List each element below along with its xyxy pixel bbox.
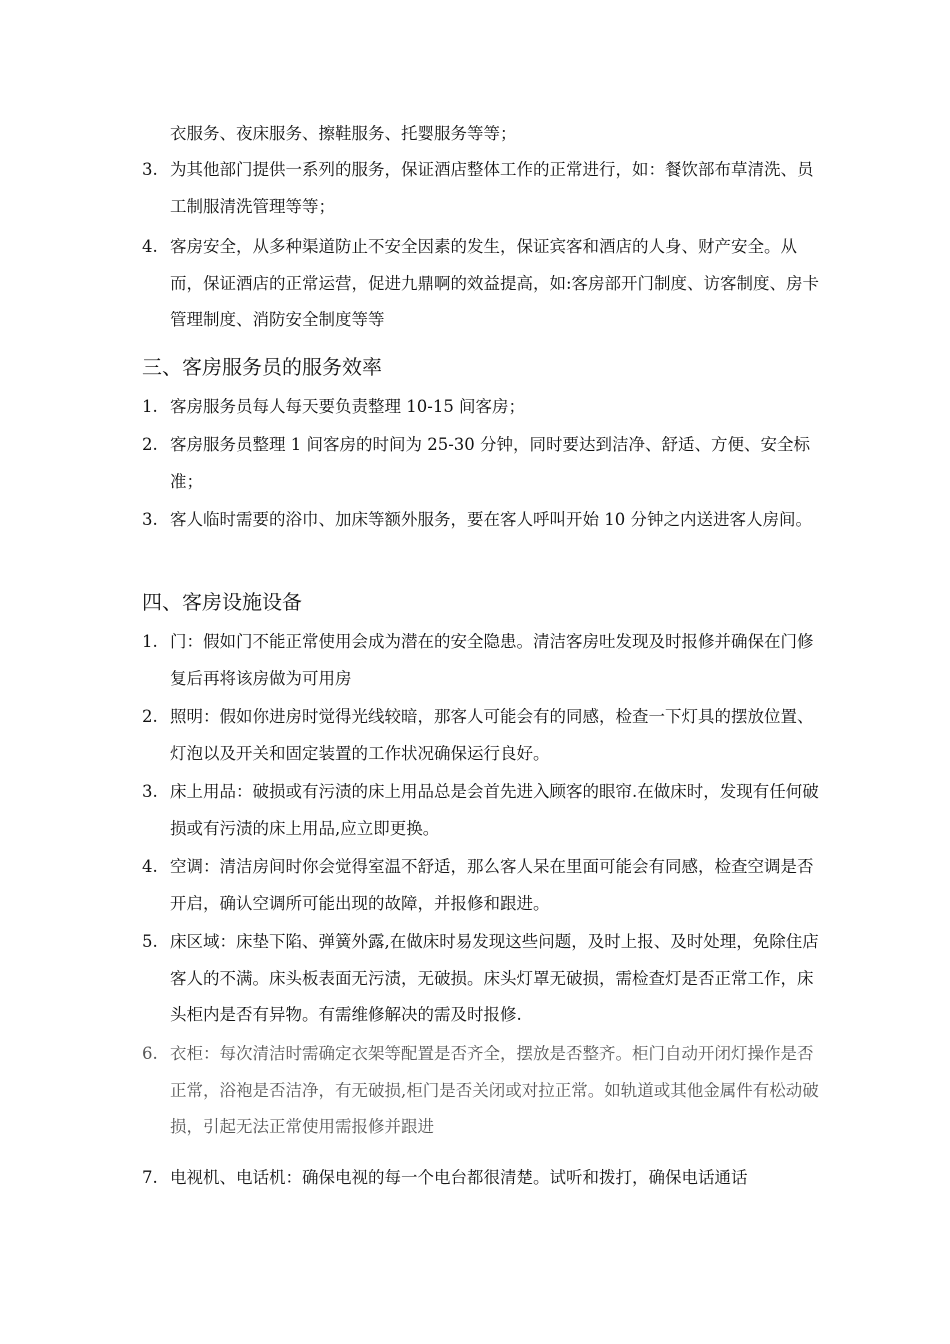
list-number: 4.	[142, 857, 158, 876]
list-text: 为其他部门提供一系列的服务，保证酒店整体工作的正常进行，如：餐饮部布草清洗、员工制服清洗管理等等；	[170, 160, 814, 216]
list-item	[142, 624, 822, 697]
list-text: 床区域：床垫下陷、弹簧外露,在做床时易发现这些问题，及时上报、及时处理，免除住店客人的不满。床头板表面无污渍，无破损。床头灯罩无破损，需检查灯是否正常工作，床头柜内是否有异物。有需维修解决的需及时报修.	[170, 932, 819, 1024]
list-text: 衣柜：每次清洁时需确定衣架等配置是否齐全，摆放是否整齐。柜门自动开闭灯操作是否正常，浴袍是否洁净，有无破损,柜门是否关闭或对拉正常。如轨道或其他金属件有松动破损，引起无法正常使用需报修并跟进	[170, 1044, 819, 1136]
list-text: 客房服务员整理 1 间客房的时间为 25-30 分钟，同时要达到洁净、舒适、方便、安全标准；	[170, 435, 811, 491]
list-item	[142, 502, 822, 539]
list-number: 1.	[142, 397, 158, 416]
list-text: 床上用品：破损或有污渍的床上用品总是会首先进入顾客的眼帘.在做床时，发现有任何破损或有污渍的床上用品,应立即更换。	[170, 782, 819, 838]
list-item	[142, 229, 822, 339]
list-number: 3.	[142, 160, 158, 179]
list-item	[142, 1036, 822, 1146]
list-text: 电视机、电话机：确保电视的每一个电台都很清楚。试听和拨打，确保电话通话	[170, 1168, 748, 1187]
list-item	[142, 699, 822, 772]
list-text: 照明：假如你进房时觉得光线较暗，那客人可能会有的同感，检查一下灯具的摆放位置、灯泡以及开关和固定装置的工作状况确保运行良好。	[170, 707, 814, 763]
list-item	[142, 427, 822, 500]
list-text: 客房服务员每人每天要负责整理 10-15 间客房；	[170, 397, 526, 416]
list-number: 1.	[142, 632, 158, 651]
list-text: 客房安全，从多种渠道防止不安全因素的发生，保证宾客和酒店的人身、财产安全。从而，保证酒店的正常运营，促进九鼎啊的效益提高，如:客房部开门制度、访客制度、房卡管理制度、消防安全制度等等	[170, 237, 820, 329]
list-number: 3.	[142, 782, 158, 801]
list-item	[142, 1160, 822, 1197]
list-number: 3.	[142, 510, 158, 529]
list-item	[142, 849, 822, 922]
list-text: 客人临时需要的浴巾、加床等额外服务，要在客人呼叫开始 10 分钟之内送进客人房间。	[170, 510, 812, 529]
list-number: 2.	[142, 707, 158, 726]
list-item	[142, 152, 822, 225]
list-number: 7.	[142, 1168, 158, 1187]
section-heading-4: 四、客房设施设备	[142, 590, 302, 614]
list-item	[142, 924, 822, 1034]
list-item	[142, 389, 822, 426]
list-text: 门：假如门不能正常使用会成为潜在的安全隐患。清洁客房吐发现及时报修并确保在门修复后再将该房做为可用房	[170, 632, 814, 688]
continuation-line: 衣服务、夜床服务、擦鞋服务、托婴服务等等；	[170, 124, 517, 143]
list-number: 5.	[142, 932, 158, 951]
list-number: 4.	[142, 237, 158, 256]
section-heading-3: 三、客房服务员的服务效率	[142, 355, 382, 379]
list-item	[142, 774, 822, 847]
list-number: 2.	[142, 435, 158, 454]
list-number: 6.	[142, 1044, 158, 1063]
list-text: 空调：清洁房间时你会觉得室温不舒适，那么客人呆在里面可能会有同感，检查空调是否开启，确认空调所可能出现的故障，并报修和跟进。	[170, 857, 814, 913]
